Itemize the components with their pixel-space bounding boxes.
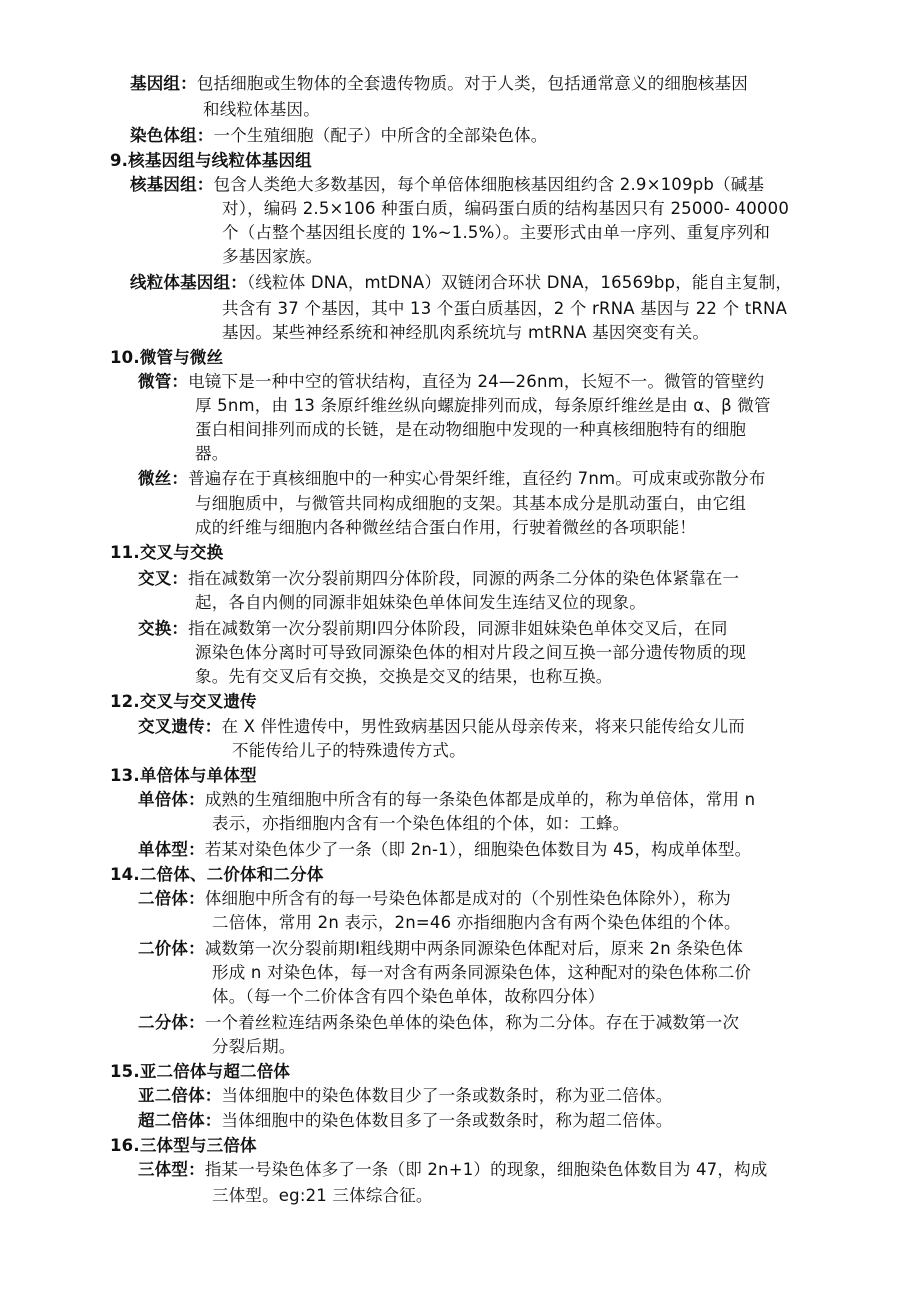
term-label: 三体型： bbox=[138, 1160, 205, 1179]
section-heading-13: 13.单倍体与单体型 bbox=[110, 766, 257, 785]
definition-text: 包含人类绝大多数基因，每个单倍体细胞核基因组约含 2.9×109pb（碱基 bbox=[213, 175, 765, 194]
definition-continuation: 源染色体分离时可导致同源染色体的相对片段之间互换一部分遗传物质的现 bbox=[195, 643, 747, 662]
definition-text: 一个着丝粒连结两条染色单体的染色体，称为二分体。存在于减数第一次 bbox=[204, 1013, 740, 1032]
definition-continuation: 个（占整个基因组长度的 1%~1.5%）。主要形式由单一序列、重复序列和 bbox=[222, 223, 771, 242]
definition-text: 包括细胞或生物体的全套遗传物质。对于人类，包括通常意义的细胞核基因 bbox=[196, 74, 748, 93]
definition-text: 当体细胞中的染色体数目多了一条或数条时，称为超二倍体。 bbox=[221, 1111, 673, 1130]
def-microtubule bbox=[138, 371, 764, 395]
definition-text: 指在减数第一次分裂前期Ⅰ四分体阶段，同源非姐妹染色单体交叉后，在同 bbox=[188, 619, 728, 638]
definition-text: 普遍存在于真核细胞中的一种实心骨架纤维，直径约 7nm。可成束或弥散分布 bbox=[188, 469, 766, 488]
definition-continuation: 起，各自内侧的同源非姐妹染色单体间发生连结叉位的现象。 bbox=[195, 593, 646, 612]
def-hypodiploid bbox=[138, 1085, 672, 1109]
definition-text: 在 X 伴性遗传中，男性致病基因只能从母亲传来，将来只能传给女儿而 bbox=[221, 717, 745, 736]
definition-text: （线粒体 DNA，mtDNA）双链闭合环状 DNA，16569bp，能自主复制， bbox=[246, 273, 793, 292]
def-hyperdiploid bbox=[138, 1110, 672, 1134]
definition-continuation: 与细胞质中，与微管共同构成细胞的支架。其基本成分是肌动蛋白，由它组 bbox=[195, 494, 747, 513]
def-crossing-over bbox=[138, 618, 728, 642]
def-diploid bbox=[138, 888, 731, 912]
definition-continuation: 体。（每一个二价体含有四个染色单体，故称四分体） bbox=[212, 987, 605, 1006]
section-heading-9: 9.核基因组与线粒体基因组 bbox=[110, 151, 312, 170]
definition-continuation: 表示，亦指细胞内含有一个染色体组的个体，如：工蜂。 bbox=[212, 814, 630, 833]
term-label: 二倍体： bbox=[138, 889, 205, 908]
term-label: 单倍体： bbox=[138, 790, 205, 809]
definition-continuation: 器。 bbox=[195, 444, 229, 463]
definition-continuation: 蛋白相间排列而成的长链，是在动物细胞中发现的一种真核细胞特有的细胞 bbox=[195, 420, 747, 439]
term-label: 微管： bbox=[138, 372, 189, 391]
definition-continuation: 共含有 37 个基因，其中 13 个蛋白质基因，2 个 rRNA 基因与 22 个 tRNA bbox=[222, 299, 788, 318]
term-label: 超二倍体： bbox=[138, 1111, 222, 1130]
definition-text: 指在减数第一次分裂前期四分体阶段，同源的两条二分体的染色体紧靠在一 bbox=[188, 569, 740, 588]
def-haploid bbox=[138, 789, 755, 813]
term-label: 二价体： bbox=[138, 939, 205, 958]
section-heading-14: 14.二倍体、二价体和二分体 bbox=[110, 865, 324, 884]
term-label: 线粒体基因组： bbox=[130, 273, 247, 292]
term-label: 二分体： bbox=[138, 1013, 205, 1032]
definition-continuation: 形成 n 对染色体，每一对含有两条同源染色体，这种配对的染色体称二价 bbox=[212, 963, 752, 982]
term-label: 核基因组： bbox=[130, 175, 214, 194]
definition-text: 体细胞中所含有的每一号染色体都是成对的（个别性染色体除外），称为 bbox=[204, 889, 731, 908]
term-label: 微丝： bbox=[138, 469, 189, 488]
term-label: 交换： bbox=[138, 619, 189, 638]
definition-text: 指某一号染色体多了一条（即 2n+1）的现象，细胞染色体数目为 47，构成 bbox=[204, 1160, 768, 1179]
def-monosomy bbox=[138, 839, 751, 863]
term-label: 染色体组： bbox=[130, 126, 214, 145]
def-chiasma bbox=[138, 568, 739, 592]
term-label: 亚二倍体： bbox=[138, 1086, 222, 1105]
definition-continuation: 二倍体，常用 2n 表示，2n=46 亦指细胞内含有两个染色体组的个体。 bbox=[212, 913, 741, 932]
def-nuclear-genome bbox=[130, 174, 764, 198]
def-bivalent bbox=[138, 938, 743, 962]
section-heading-15: 15.亚二倍体与超二倍体 bbox=[110, 1062, 291, 1081]
term-label: 交叉： bbox=[138, 569, 189, 588]
definition-continuation: 象。先有交叉后有交换，交换是交叉的结果，也称互换。 bbox=[195, 667, 613, 686]
definition-continuation: 厚 5nm，由 13 条原纤维丝纵向螺旋排列而成，每条原纤维丝是由 α、β 微管 bbox=[195, 396, 771, 415]
def-chromosome-set bbox=[130, 125, 548, 149]
definition-text: 减数第一次分裂前期Ⅰ粗线期中两条同源染色体配对后，原来 2n 条染色体 bbox=[204, 939, 744, 958]
definition-text: 若某对染色体少了一条（即 2n-1），细胞染色体数目为 45，构成单体型。 bbox=[204, 840, 752, 859]
definition-continuation: 对），编码 2.5×106 种蛋白质，编码蛋白质的结构基因只有 25000- 40000 bbox=[222, 199, 790, 218]
def-genome bbox=[130, 73, 748, 97]
definition-text: 当体细胞中的染色体数目少了一条或数条时，称为亚二倍体。 bbox=[221, 1086, 673, 1105]
def-criss-cross-inheritance bbox=[138, 716, 745, 740]
definition-text: 一个生殖细胞（配子）中所含的全部染色体。 bbox=[213, 126, 548, 145]
def-trisomy bbox=[138, 1159, 767, 1183]
def-mitochondrial-genome bbox=[130, 272, 792, 296]
term-label: 交叉遗传： bbox=[138, 717, 222, 736]
section-heading-11: 11.交叉与交换 bbox=[110, 543, 224, 562]
definition-continuation: 多基因家族。 bbox=[222, 247, 323, 266]
definition-continuation: 成的纤维与细胞内各种微丝结合蛋白作用，行驶着微丝的各项职能！ bbox=[195, 518, 696, 537]
term-label: 基因组： bbox=[130, 74, 197, 93]
section-heading-16: 16.三体型与三倍体 bbox=[110, 1136, 257, 1155]
definition-continuation: 不能传给儿子的特殊遗传方式。 bbox=[232, 741, 466, 760]
section-heading-12: 12.交叉与交叉遗传 bbox=[110, 692, 257, 711]
definition-continuation: 基因。某些神经系统和神经肌肉系统坑与 mtRNA 基因突变有关。 bbox=[222, 323, 710, 342]
definition-text: 成熟的生殖细胞中所含有的每一条染色体都是成单的，称为单倍体，常用 n bbox=[204, 790, 756, 809]
def-microfilament bbox=[138, 468, 766, 492]
definition-continuation: 和线粒体基因。 bbox=[203, 100, 320, 119]
def-dyad bbox=[138, 1012, 739, 1036]
section-heading-10: 10.微管与微丝 bbox=[110, 348, 224, 367]
term-label: 单体型： bbox=[138, 840, 205, 859]
definition-text: 电镜下是一种中空的管状结构，直径为 24—26nm，长短不一。微管的管壁约 bbox=[188, 372, 765, 391]
definition-continuation: 三体型。eg:21 三体综合征。 bbox=[212, 1186, 433, 1205]
definition-continuation: 分裂后期。 bbox=[212, 1037, 296, 1056]
